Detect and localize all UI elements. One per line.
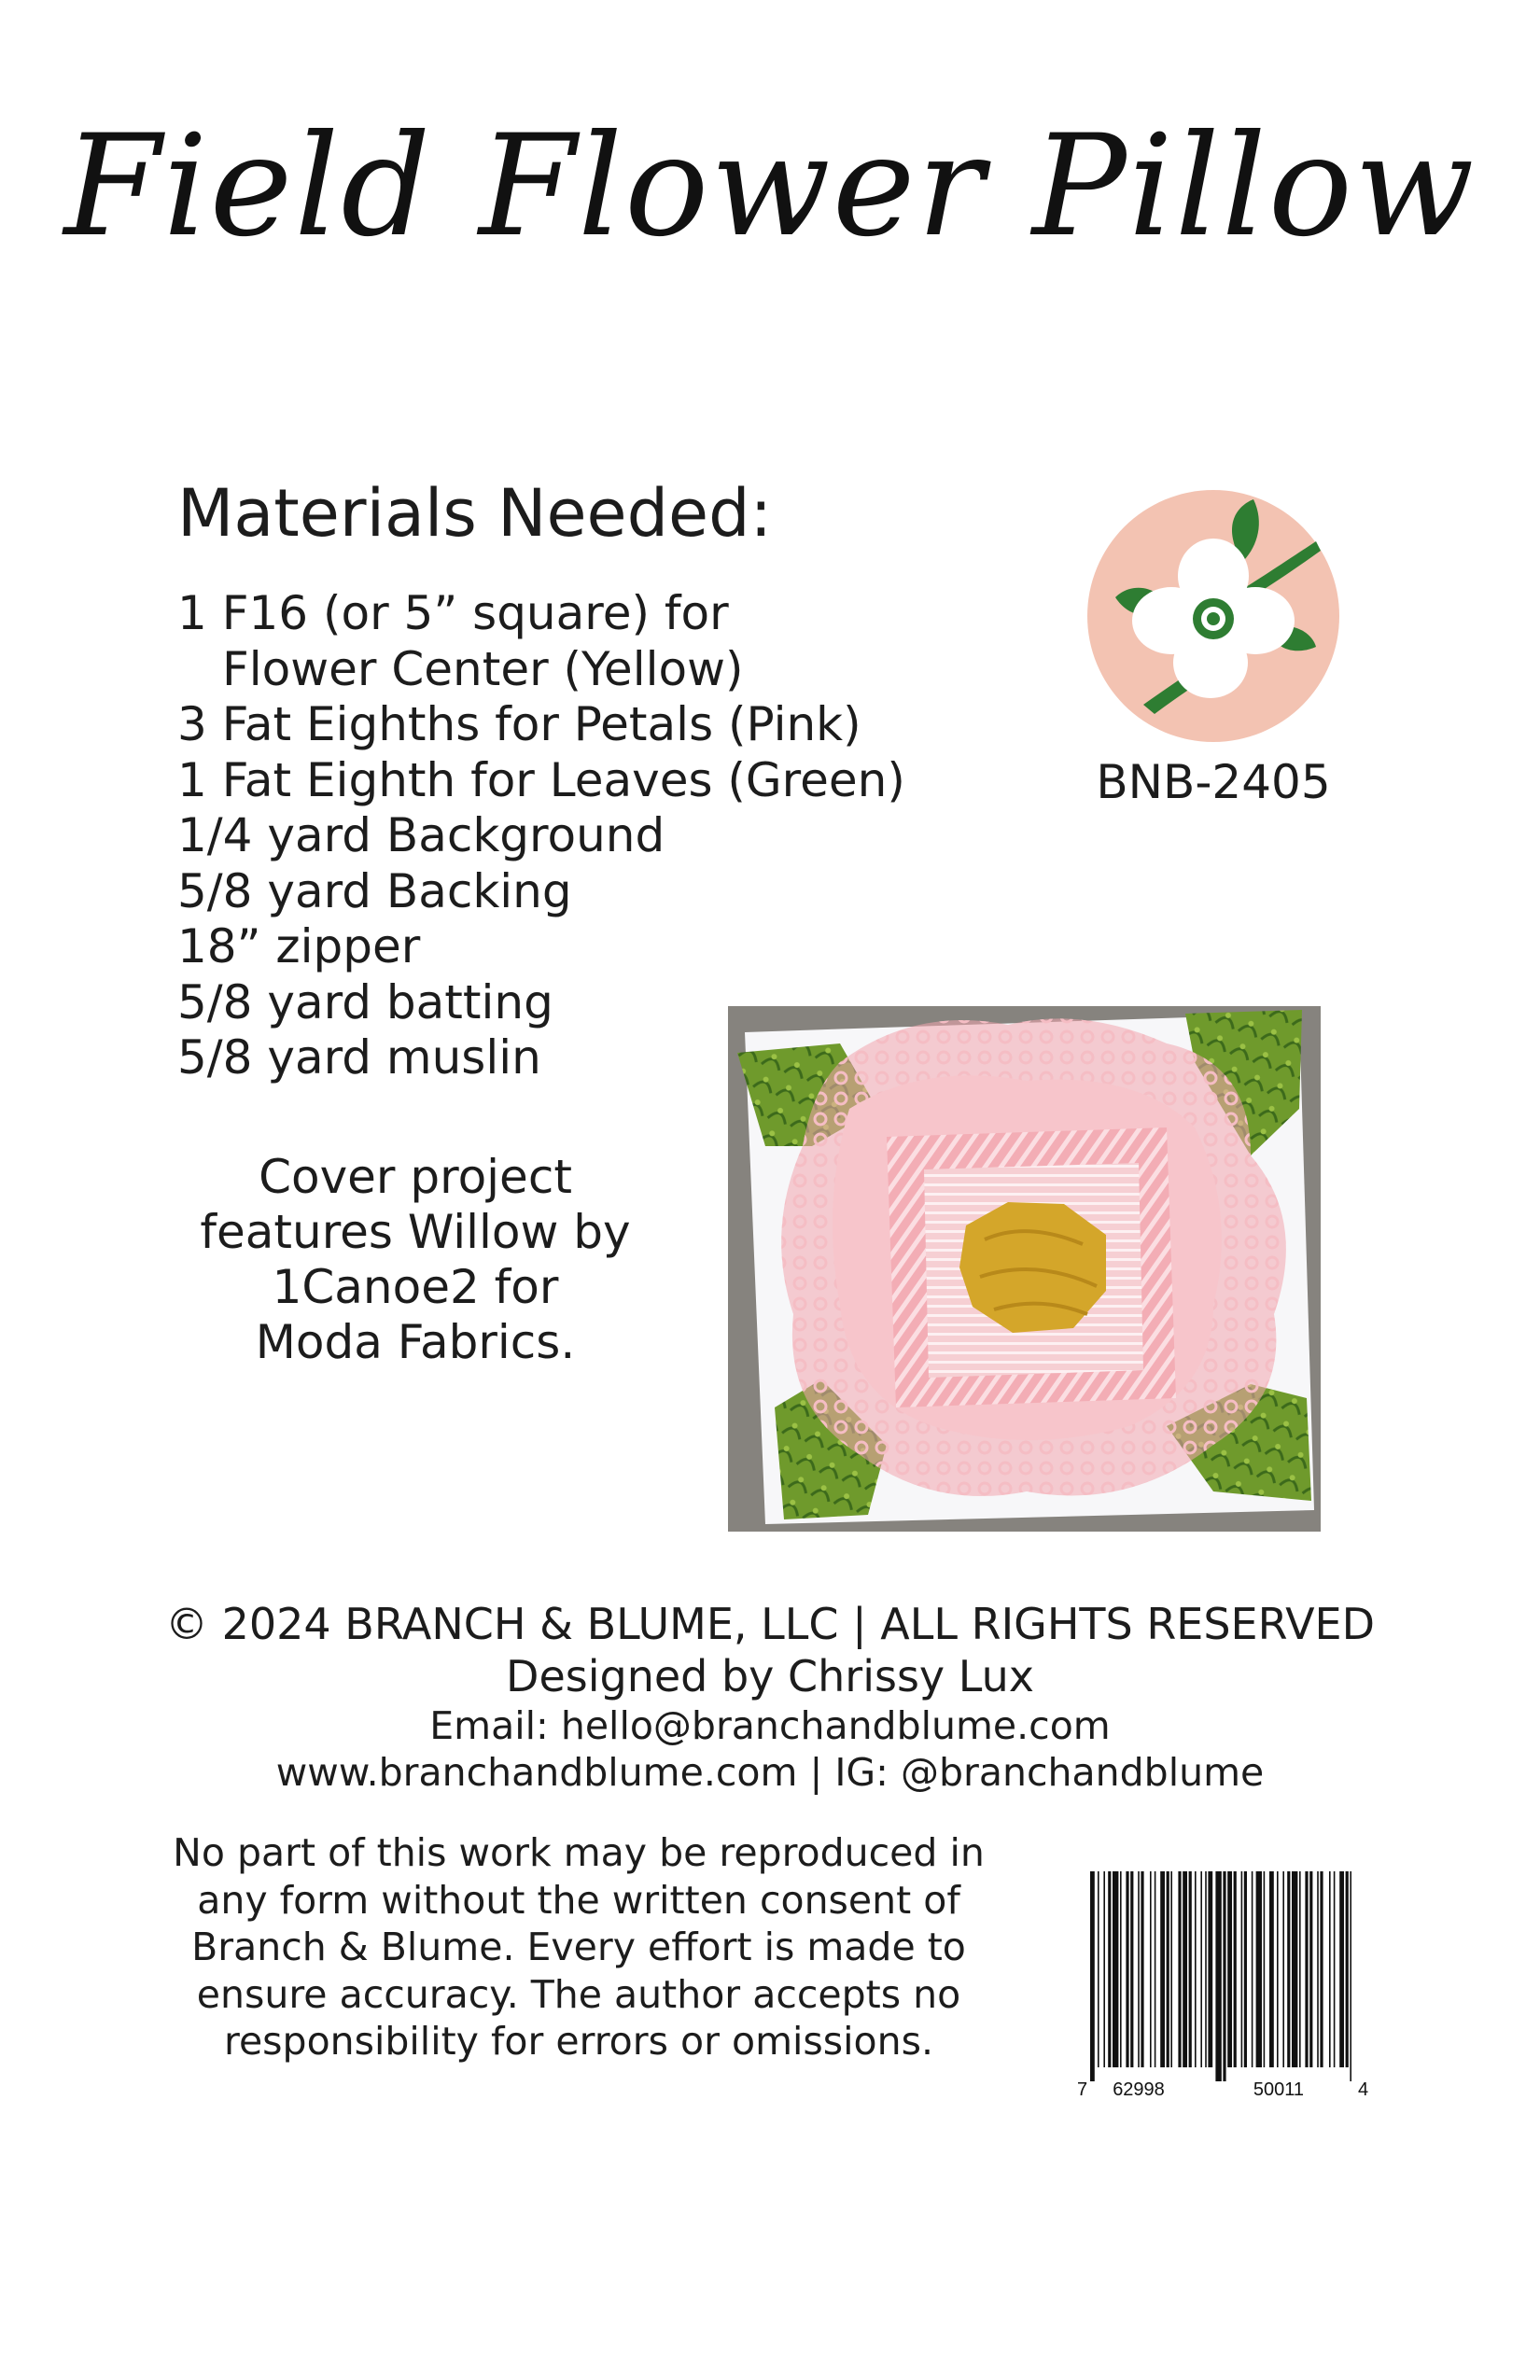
barcode-bar	[1320, 1871, 1323, 2067]
barcode-bar	[1234, 1871, 1237, 2067]
barcode-bar	[1215, 1871, 1221, 2081]
barcode-bar	[1183, 1871, 1187, 2067]
barcode-bar	[1305, 1871, 1308, 2067]
disclaimer-line: No part of this work may be reproduced in	[173, 1830, 985, 1875]
cover-note-line: Cover project	[259, 1150, 572, 1204]
barcode-bar	[1339, 1871, 1344, 2067]
barcode-bars	[1090, 1871, 1351, 2081]
barcode-bar	[1227, 1871, 1232, 2067]
list-item: 5/8 yard muslin	[177, 1030, 541, 1085]
barcode-bar	[1120, 1871, 1122, 2067]
barcode-bar	[1189, 1871, 1192, 2067]
barcode-bar	[1108, 1871, 1111, 2067]
barcode-digit: 7	[1077, 2079, 1088, 2100]
barcode-bar	[1309, 1871, 1312, 2067]
list-item: 1/4 yard Background	[177, 808, 665, 862]
cover-note	[177, 1150, 653, 1370]
barcode-bar	[1287, 1871, 1290, 2067]
list-item: 1 Fat Eighth for Leaves (Green)	[177, 752, 905, 807]
barcode-bar	[1103, 1871, 1105, 2067]
barcode-bar	[1150, 1871, 1152, 2067]
barcode-bar	[1160, 1871, 1165, 2067]
list-item: 1 F16 (or 5” square) for	[177, 586, 729, 640]
disclaimer-line: any form without the written consent of	[197, 1877, 960, 1923]
disclaimer	[168, 1829, 989, 2065]
footer-credits	[0, 1598, 1540, 1796]
list-item: 5/8 yard Backing	[177, 863, 572, 918]
disclaimer-line: responsibility for errors or omissions.	[224, 2019, 933, 2064]
list-item: 18” zipper	[177, 919, 421, 973]
designer-line: Designed by Chrissy Lux	[506, 1651, 1034, 1701]
barcode-bar	[1141, 1871, 1143, 2067]
barcode-bar	[1200, 1871, 1202, 2067]
barcode-bar	[1126, 1871, 1128, 2067]
barcode-digit: 62998	[1113, 2079, 1165, 2100]
email-line: Email: hello@branchandblume.com	[429, 1703, 1111, 1748]
barcode-bar	[1256, 1871, 1262, 2067]
barcode-bar	[1241, 1871, 1243, 2067]
barcode-digit: 50011	[1253, 2079, 1305, 2100]
disclaimer-line: Branch & Blume. Every effort is made to	[191, 1925, 966, 1969]
barcode-digit: 4	[1358, 2079, 1369, 2100]
dogwood-logo-icon	[1087, 490, 1339, 742]
barcode-bar	[1317, 1871, 1319, 2067]
barcode-bar	[1299, 1871, 1301, 2067]
list-item: 3 Fat Eighths for Petals (Pink)	[177, 697, 861, 751]
cover-note-line: features Willow by	[200, 1205, 631, 1259]
barcode-bar	[1170, 1871, 1172, 2067]
barcode-bar	[1269, 1871, 1274, 2067]
cover-note-line: Moda Fabrics.	[255, 1315, 576, 1369]
disclaimer-line: ensure accuracy. The author accepts no	[196, 1971, 961, 2017]
list-item: 5/8 yard batting	[177, 974, 553, 1029]
barcode-bar	[1205, 1871, 1207, 2067]
materials-heading: Materials Needed:	[177, 475, 773, 552]
barcode	[1073, 1871, 1372, 2105]
copyright-line: © 2024 BRANCH & BLUME, LLC | ALL RIGHTS RESERVED	[164, 1599, 1376, 1649]
barcode-bar	[1244, 1871, 1247, 2067]
barcode-bar	[1292, 1871, 1297, 2067]
barcode-bar	[1329, 1871, 1331, 2067]
barcode-bar	[1167, 1871, 1169, 2067]
list-item: Flower Center (Yellow)	[222, 641, 744, 696]
barcode-bar	[1277, 1871, 1279, 2067]
barcode-bar	[1252, 1871, 1253, 2067]
barcode-bar	[1282, 1871, 1284, 2067]
barcode-bar	[1130, 1871, 1133, 2067]
website-line: www.branchandblume.com | IG: @branchandblume	[275, 1750, 1265, 1795]
barcode-bar	[1208, 1871, 1212, 2067]
barcode-bar	[1138, 1871, 1140, 2067]
barcode-bar	[1264, 1871, 1266, 2067]
pillow-photo	[728, 1006, 1321, 1532]
barcode-bar	[1350, 1871, 1351, 2081]
cover-note-line: 1Canoe2 for	[272, 1260, 559, 1314]
barcode-bar	[1098, 1871, 1099, 2067]
barcode-bar	[1346, 1871, 1349, 2067]
barcode-bar	[1334, 1871, 1336, 2067]
barcode-bar	[1113, 1871, 1118, 2067]
barcode-bar	[1178, 1871, 1181, 2067]
barcode-bar	[1195, 1871, 1197, 2067]
barcode-bar	[1155, 1871, 1156, 2067]
barcode-bar	[1090, 1871, 1095, 2081]
page-title: Field Flower Pillow	[63, 105, 1477, 268]
barcode-bar	[1223, 1871, 1225, 2081]
pattern-code: BNB-2405	[1096, 755, 1331, 809]
